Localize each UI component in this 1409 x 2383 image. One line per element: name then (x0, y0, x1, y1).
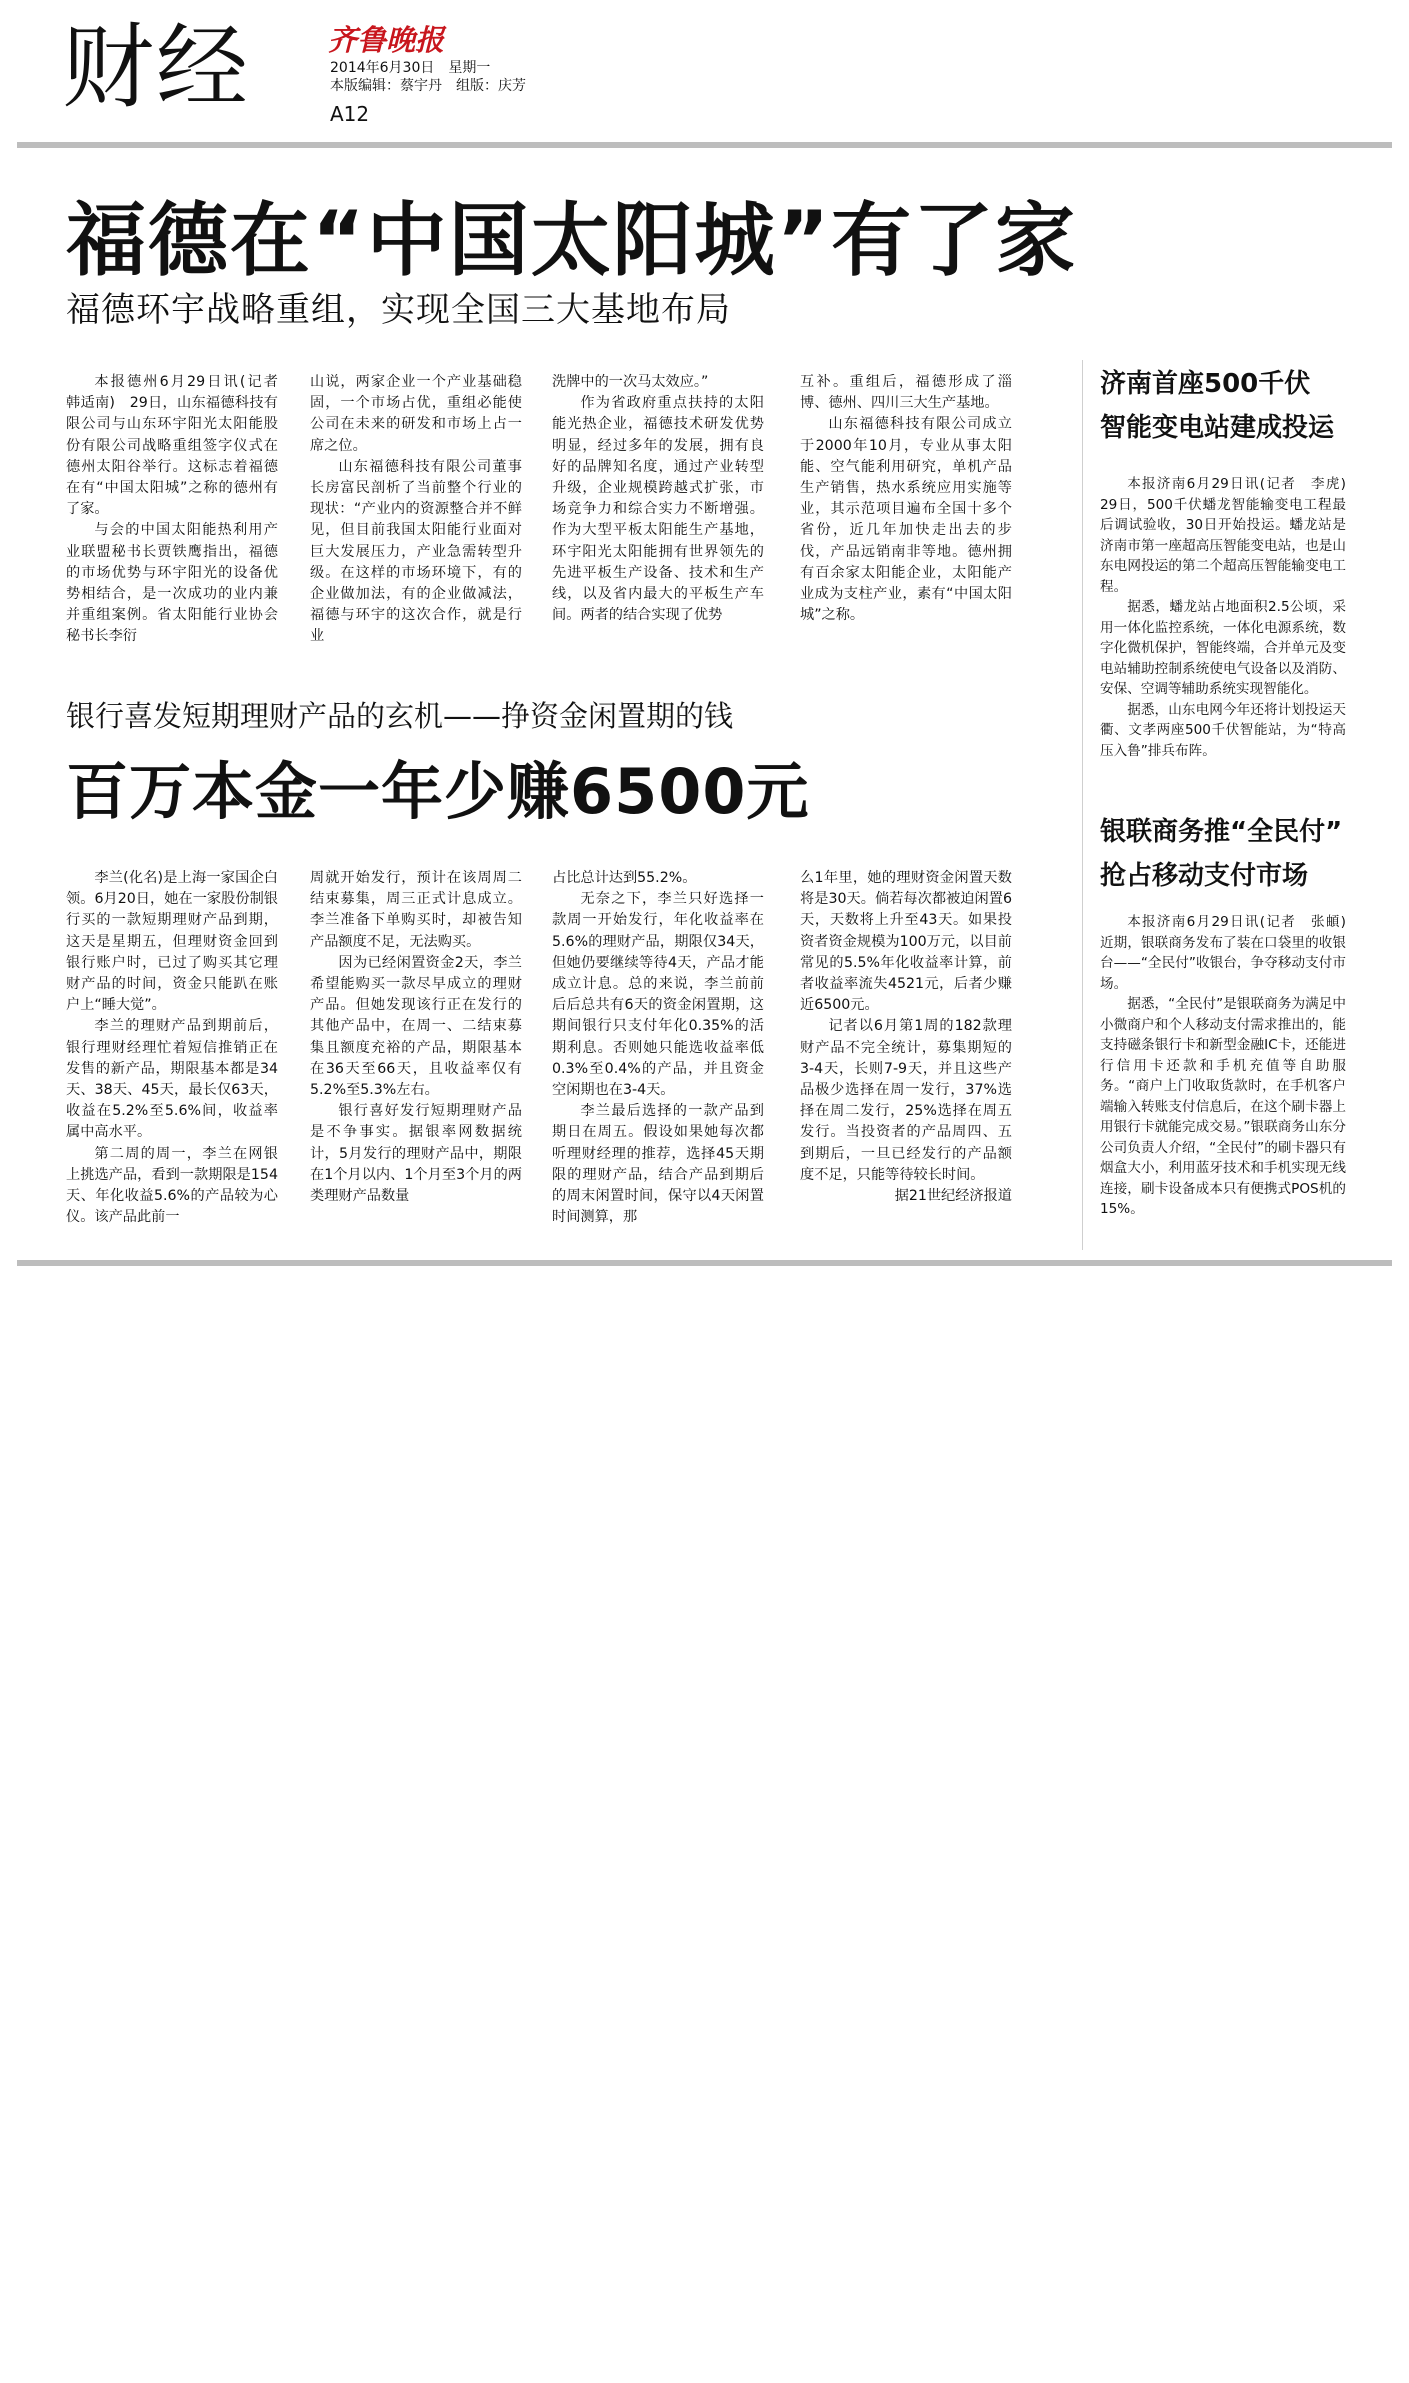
paragraph: 么1年里，她的理财资金闲置天数将是30天。倘若每次都被迫闲置6天，天数将上升至43天。如果投资者资金规模为100万元，以目前常见的5.5%年化收益率计算，前者收益率流失4521元，后者少赚近6500元。 (800, 870, 1012, 1014)
paragraph: 据悉，“全民付”是银联商务为满足中小微商户和个人移动支付需求推出的，能支持磁条银行卡和新型金融IC卡，还能进行信用卡还款和手机充值等自助服务。“商户上门收取货款时，在手机客户端输入转账支付信息后，在这个刷卡器上用银行卡就能完成交易。”银联商务山东分公司负责人介绍，“全民付”的刷卡器只有烟盒大小，利用蓝牙技术和手机实现无线连接，刷卡设备成本只有便携式POS机的15%。 (1100, 996, 1346, 1217)
paragraph: 因为已经闲置资金2天，李兰希望能购买一款尽早成立的理财产品。但她发现该行正在发行的其他产品中，在周一、二结束募集且额度充裕的产品，期限基本在36天至66天，且收益率仅有5.2%至5.3%左右。 (310, 954, 522, 1099)
paragraph: 作为省政府重点扶持的太阳能光热企业，福德技术研发优势明显，经过多年的发展，拥有良好的品牌知名度，通过产业转型升级，企业规模跨越式扩张，市场竞争力和综合实力不断增强。作为大型平板太阳能生产基地，环宇阳光太阳能拥有世界领先的先进平板生产设备、技术和生产线，以及省内最大的平板生产车间。两者的结合实现了优势 (552, 395, 764, 624)
sidebar2-title-line1: 银联商务推“全民付” (1100, 817, 1343, 847)
story1-subhead: 福德环宇战略重组，实现全国三大基地布局 (66, 290, 731, 330)
story2-kicker: 银行喜发短期理财产品的玄机——挣资金闲置期的钱 (66, 699, 734, 733)
sidebar1-title-line2: 智能变电站建成投运 (1100, 413, 1335, 443)
sidebar2-title-line2: 抢占移动支付市场 (1100, 861, 1309, 891)
paragraph: 山说，两家企业一个产业基础稳固，一个市场占优，重组必能使公司在未来的研发和市场上占一席之位。 (310, 374, 522, 454)
paragraph: 占比总计达到55.2%。 (552, 870, 697, 886)
page-number: A12 (330, 102, 370, 126)
story2-column-2 (310, 868, 522, 1254)
story1-column-2 (310, 372, 522, 645)
date-line: 2014年6月30日 星期一 (330, 60, 491, 76)
header-rule (17, 142, 1392, 148)
paragraph: 山东福德科技有限公司董事长房富民剖析了当前整个行业的现状：“产业内的资源整合并不鲜见，但目前我国太阳能行业面对巨大发展压力，产业急需转型升级。在这样的市场环境下，有的企业做加法，有的企业做减法，福德与环宇的这次合作，就是行业 (310, 458, 522, 645)
story2-column-1 (66, 868, 278, 1254)
paragraph: 无奈之下，李兰只好选择一款周一开始发行，年化收益率在5.6%的理财产品，期限仅34天，但她仍要继续等待4天，产品才能成立计息。总的来说，李兰前前后后总共有6天的资金闲置期，这期间银行只支付年化0.35%的活期利息。否则她只能选收益率低0.3%至0.4%的产品，并且资金空闲期也在3-4天。 (552, 891, 764, 1099)
paragraph: 据悉，蟠龙站占地面积2.5公顷，采用一体化监控系统，一体化电源系统，数字化微机保护，智能终端，合并单元及变电站辅助控制系统使电气设备以及消防、安保、空调等辅助系统实现智能化。 (1100, 599, 1346, 697)
source-credit: 据21世纪经济报道 (894, 1188, 1012, 1205)
paragraph: 山东福德科技有限公司成立于2000年10月，专业从事太阳能、空气能利用研究，单机产品生产销售，热水系统应用实施等业，其示范项目遍布全国十多个省份，近几年加快走出去的步伐，产品远销南非等地。德州拥有百余家太阳能企业，太阳能产业成为支柱产业，素有“中国太阳城”之称。 (800, 416, 1012, 624)
story2-column-4 (800, 868, 1012, 1254)
paragraph: 周就开始发行，预计在该周周二结束募集，周三正式计息成立。李兰准备下单购买时，却被告知产品额度不足，无法购买。 (310, 870, 522, 950)
paragraph: 互补。重组后，福德形成了淄博、德州、四川三大生产基地。 (800, 374, 1012, 412)
paragraph: 李兰的理财产品到期前后，银行理财经理忙着短信推销正在发售的新产品，期限基本都是34天、38天、45天，最长仅63天，收益在5.2%至5.6%间，收益率属中高水平。 (66, 1018, 278, 1141)
story1-column-3 (552, 372, 764, 642)
footer-rule (17, 1260, 1392, 1266)
section-title: 财经 (62, 14, 251, 121)
paragraph: 据悉，山东电网今年还将计划投运天衢、文孝两座500千伏智能站，为“特高压入鲁”排兵布阵。 (1100, 701, 1346, 759)
paragraph: 第二周的周一，李兰在网银上挑选产品，看到一款期限是154天、年化收益5.6%的产品较为心仪。该产品此前一 (66, 1145, 278, 1226)
paragraph: 洗牌中的一次马太效应。” (552, 374, 709, 390)
paragraph: 与会的中国太阳能热利用产业联盟秘书长贾铁鹰指出，福德的市场优势与环宇阳光的设备优势相结合，是一次成功的业内兼并重组案例。省太阳能行业协会秘书长李衍 (66, 522, 278, 645)
paragraph: 李兰最后选择的一款产品到期日在周五。假设如果她每次都听理财经理的推荐，选择45天期限的理财产品，结合产品到期后的周末闲置时间，保守以4天闲置时间测算，那 (552, 1103, 764, 1226)
story1-headline: 福德在“中国太阳城”有了家 (66, 194, 1078, 287)
paragraph: 记者以6月第1周的182款理财产品不完全统计，募集期短的3-4天，长则7-9天，并且这些产品极少选择在周一发行，37%选择在周二发行，25%选择在周五发行。当投资者的产品周四、五到期后，一旦已经发行的产品额度不足，只能等待较长时间。 (800, 1018, 1012, 1183)
paragraph: 本报德州6月29日讯(记者 韩适南) 29日，山东福德科技有限公司与山东环宇阳光太阳能股份有限公司战略重组签字仪式在德州太阳谷举行。这标志着福德在有“中国太阳城”之称的德州有了家。 (66, 374, 293, 518)
sidebar2-body (1100, 912, 1360, 1242)
paragraph: 银行喜好发行短期理财产品是不争事实。据银率网数据统计，5月发行的理财产品中，期限在1个月以内、1个月至3个月的两类理财产品数量 (310, 1103, 522, 1205)
sidebar1-body (1100, 474, 1360, 800)
paragraph: 本报济南6月29日讯(记者 李虎) 29日，500千伏蟠龙智能输变电工程最后调试验收，30日开始投运。蟠龙站是济南市第一座超高压智能变电站，也是山东电网投运的第二个超高压智能输变电工程。 (1100, 476, 1360, 595)
story2-headline: 百万本金一年少赚6500元 (66, 755, 810, 828)
story2-column-3 (552, 868, 764, 1254)
sidebar1-title-line1: 济南首座500千伏 (1100, 369, 1311, 399)
paragraph: 李兰(化名)是上海一家国企白领。6月20日，她在一家股份制银行买的一款短期理财产品到期，这天是星期五，但理财资金回到银行账户时，已过了购买其它理财产品的时间，资金只能趴在账户上“睡大觉”。 (66, 870, 278, 1014)
paragraph: 本报济南6月29日讯(记者 张頔) 近期，银联商务发布了装在口袋里的收银台——“全民付”收银台，争夺移动支付市场。 (1100, 914, 1360, 992)
newspaper-logo: 齐鲁晚报 (328, 23, 445, 57)
story1-column-4 (800, 372, 1012, 642)
sidebar-divider (1082, 360, 1083, 1250)
editors-line: 本版编辑：蔡宇丹 组版：庆芳 (330, 78, 526, 94)
story1-column-1 (66, 372, 293, 645)
